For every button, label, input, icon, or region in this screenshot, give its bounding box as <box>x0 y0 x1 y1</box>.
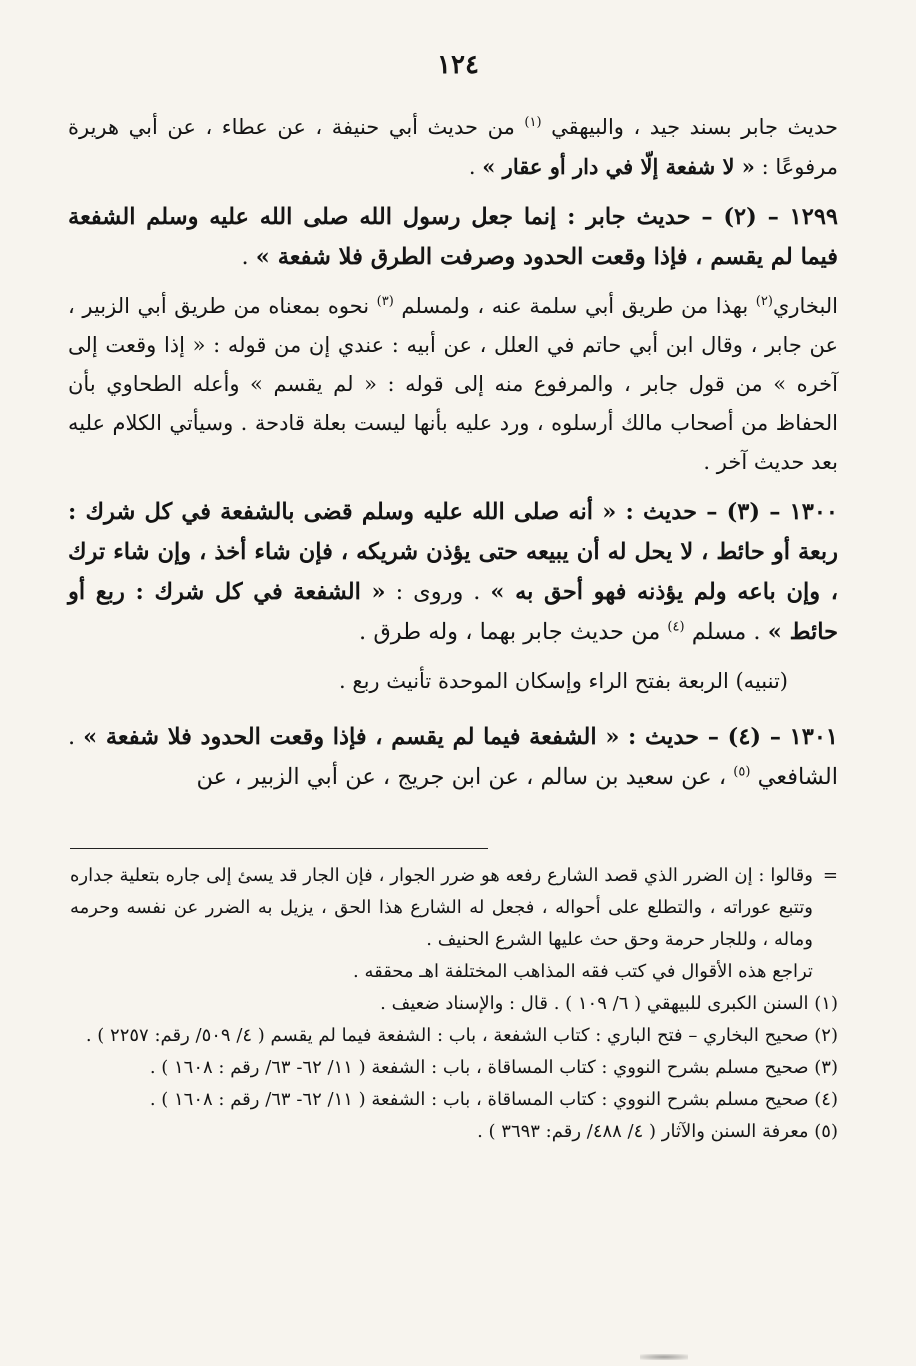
text-span: . مسلم <box>684 619 768 645</box>
footnotes <box>70 860 838 1148</box>
text-span: نحوه بمعناه من طريق أبي الزبير ، عن جابر ، وقال ابن أبي حاتم في العلل ، عن أبيه : عندي إن من قوله : « إذا وقعت إلى آخره » من قول جابر ، والمرفوع منه إلى قوله : « لم يقسم » وأعله الطحاوي بأن الحفاظ من أصحاب مالك أرسلوه ، ورد عليه بأنها ليست بعلة قادحة . وسيأتي الكلام عليه بعد حديث آخر . <box>68 294 838 474</box>
footnote-3: (٣) صحيح مسلم بشرح النووي : كتاب المساقاة ، باب : الشفعة ( ١١/ ٦٢- ٦٣/ رقم : ١٦٠٨ ) . <box>149 1057 838 1078</box>
footnote-ref-1[interactable]: (١) <box>524 115 542 130</box>
footnote-4: (٤) صحيح مسلم بشرح النووي : كتاب المساقاة ، باب : الشفعة ( ١١/ ٦٢- ٦٣/ رقم : ١٦٠٨ ) . <box>149 1089 838 1110</box>
footnote-line: وقالوا : إن الضرر الذي قصد الشارع رفعه هو ضرر الجوار ، فإن الجار قد يسئ إلى جاره بتعلية جداره وتتبع عوراته ، والتطلع على أحواله ، فجعل له الشارع هذا الحق ، يزيل به الضرر عن نفسه وحرمه وماله ، وللجار حرمة وحق حث عليها الشرع الحنيف . <box>70 865 813 950</box>
footnote-ref-2[interactable]: (٢) <box>755 294 773 309</box>
text-span: . الشافعي <box>68 724 838 790</box>
hadith-quote: « لا شفعة إلّا في دار أو عقار » <box>482 154 755 179</box>
hadith-heading: ١٣٠١ – (٤) – حديث : « الشفعة فيما لم يقسم ، فإذا وقعت الحدود فلا شفعة » <box>83 724 838 750</box>
text-span: (تنبيه) الربعة بفتح الراء وإسكان الموحدة تأنيث ربع . <box>339 669 788 693</box>
footnote-line: تراجع هذه الأقوال في كتب فقه المذاهب المختلفة اهـ محققه . <box>353 961 813 982</box>
text-span: من حديث جابر بهما ، وله طرق . <box>359 619 668 645</box>
paragraph-intro <box>68 108 838 187</box>
hadith-heading: ١٣٠٠ – (٣) – حديث : « أنه صلى الله عليه وسلم قضى بالشفعة في كل شرك : ربعة أو حائط ، لا يحل له أن يبيعه حتى يؤذن شريكه ، فإن شاء أخذ ، وإن شاء ترك ، وإن باعه ولم يؤذنه فهو أحق به » <box>68 499 839 605</box>
commentary-1299 <box>68 287 838 482</box>
footnote-ref-3[interactable]: (٣) <box>376 294 394 309</box>
text-span: . <box>241 244 256 270</box>
continuation-marker: = <box>822 865 838 886</box>
footnote-1: (١) السنن الكبرى للبيهقي ( ٦/ ١٠٩ ) . قال : والإسناد ضعيف . <box>380 993 838 1014</box>
text-span: ، عن سعيد بن سالم ، عن ابن جريج ، عن أبي الزبير ، عن <box>196 764 734 790</box>
scan-smudge <box>640 1354 688 1360</box>
hadith-1301 <box>68 717 838 797</box>
text-span: حديث جابر بسند جيد ، والبيهقي <box>541 115 839 139</box>
footnote-continuation <box>70 860 838 988</box>
text-span: . وروى : <box>385 579 491 605</box>
main-text <box>68 108 838 807</box>
text-span: بهذا من طريق أبي سلمة عنه ، ولمسلم <box>393 294 756 318</box>
footnote-ref-5[interactable]: (٥) <box>733 764 751 780</box>
text-span: البخاري <box>772 294 839 318</box>
footnote-ref-4[interactable]: (٤) <box>667 619 685 635</box>
footnote-2: (٢) صحيح البخاري – فتح الباري : كتاب الشفعة ، باب : الشفعة فيما لم يقسم ( ٤/ ٥٠٩/ رقم: ٢٢٥٧ ) . <box>85 1025 838 1046</box>
text-span: . <box>468 155 483 179</box>
note-tanbih <box>68 662 838 701</box>
footnote-5: (٥) معرفة السنن والآثار ( ٤/ ٤٨٨/ رقم: ٣٦٩٣ ) . <box>477 1121 838 1142</box>
hadith-1299 <box>68 197 838 277</box>
footnote-separator <box>70 848 488 849</box>
text-span: من حديث أبي حنيفة ، عن عطاء ، عن أبي هريرة مرفوعًا : <box>68 115 838 179</box>
page-number: ١٢٤ <box>437 50 479 80</box>
hadith-heading: ١٢٩٩ – (٢) – حديث جابر : إنما جعل رسول الله صلى الله عليه وسلم الشفعة فيما لم يقسم ، فإذا وقعت الحدود وصرفت الطرق فلا شفعة » <box>68 204 839 270</box>
hadith-quote: « الشفعة في كل شرك : ربع أو حائط » <box>68 579 838 645</box>
hadith-1300 <box>68 492 838 652</box>
